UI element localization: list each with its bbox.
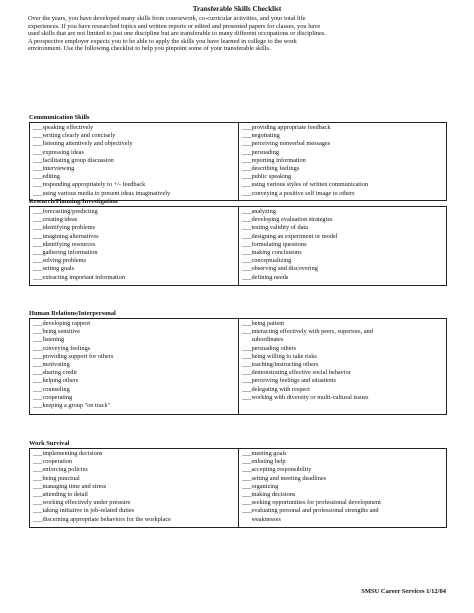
checklist-item[interactable]: ___sharing credit bbox=[33, 369, 77, 377]
section-box-communication bbox=[29, 122, 447, 201]
section-right-column bbox=[238, 207, 446, 285]
checklist-item[interactable]: ___expressing ideas bbox=[33, 148, 84, 156]
checklist-item[interactable]: ___imagining alternatives bbox=[33, 232, 99, 240]
checklist-item[interactable]: ___making conclusions bbox=[242, 249, 302, 257]
checklist-item[interactable]: ___forecasting/predicting bbox=[33, 208, 98, 215]
checklist-item[interactable]: ___evaluating personal and professional strengths and bbox=[242, 507, 379, 515]
checklist-item[interactable]: ___implementing decisions bbox=[33, 450, 103, 457]
checklist-item[interactable]: ___counseling bbox=[33, 385, 70, 393]
section-title-communication: Communication Skills bbox=[29, 114, 90, 121]
checklist-item[interactable]: ___formulating questions bbox=[242, 240, 307, 248]
checklist-item[interactable]: ___making decisions bbox=[242, 491, 296, 499]
checklist-item[interactable]: ___attending to detail bbox=[33, 491, 88, 499]
checklist-item[interactable]: ___using various styles of written communication bbox=[242, 181, 369, 189]
section-right-column bbox=[238, 123, 446, 200]
section-left-column bbox=[30, 449, 238, 527]
checklist-item[interactable]: ___being patient bbox=[242, 320, 285, 327]
section-title-work-survival: Work Survival bbox=[29, 440, 70, 447]
checklist-item[interactable]: ___working effectively under pressure bbox=[33, 499, 131, 507]
checklist-item[interactable]: ___meeting goals bbox=[242, 450, 287, 457]
intro-paragraph bbox=[28, 15, 428, 53]
checklist-item[interactable]: ___managing time and stress bbox=[33, 482, 107, 490]
checklist-item[interactable]: ___cooperating bbox=[33, 393, 73, 401]
checklist-item[interactable]: ___facilitating group discussion bbox=[33, 156, 114, 164]
checklist-item[interactable]: ___organizing bbox=[242, 482, 279, 490]
checklist-item[interactable]: ___designing an experiment or model bbox=[242, 232, 338, 240]
document-title: Transferable Skills Checklist bbox=[192, 5, 282, 13]
checklist-item[interactable]: ___conveying feelings bbox=[33, 344, 91, 352]
checklist-item[interactable]: ___enforcing policies bbox=[33, 466, 88, 474]
checklist-item[interactable]: ___using various media to present ideas imaginatively bbox=[33, 189, 171, 197]
checklist-item[interactable]: ___conveying a positive self image to others bbox=[242, 189, 355, 197]
section-title-research: Research/Planning/Investigation bbox=[29, 198, 118, 205]
checklist-item[interactable]: ___accepting responsibility bbox=[242, 466, 312, 474]
checklist-item[interactable]: ___perceiving nonverbal messages bbox=[242, 140, 331, 148]
checklist-item[interactable]: ___keeping a group "on track" bbox=[33, 402, 111, 410]
checklist-item[interactable]: ___taking initiative in job-related duties bbox=[33, 507, 135, 515]
checklist-item[interactable]: ___demonstrating effective social behavior bbox=[242, 369, 351, 377]
checklist-item[interactable]: ___listening bbox=[33, 336, 65, 344]
checklist-item-continuation: subordinates bbox=[242, 336, 284, 344]
checklist-item[interactable]: ___describing feelings bbox=[242, 165, 300, 173]
checklist-item[interactable]: ___solving problems bbox=[33, 257, 86, 265]
checklist-item[interactable]: ___interacting effectively with peers, superiors, and bbox=[242, 328, 373, 336]
checklist-item[interactable]: ___persuading bbox=[242, 148, 280, 156]
section-left-column bbox=[30, 319, 238, 414]
checklist-item[interactable]: ___identifying resources bbox=[33, 240, 96, 248]
checklist-item[interactable]: ___editing bbox=[33, 173, 60, 181]
section-left-column bbox=[30, 207, 238, 285]
checklist-item[interactable]: ___identifying problems bbox=[33, 224, 96, 232]
section-left-column bbox=[30, 123, 238, 200]
intro-line: Over the years, you have developed many skills from coursework, co-curricular activities, and your total life bbox=[28, 15, 306, 22]
intro-line: environment. Use the following checklist to help you pinpoint some of your transferable skills. bbox=[28, 45, 271, 52]
section-box-work-survival bbox=[29, 448, 447, 528]
checklist-item[interactable]: ___being punctual bbox=[33, 474, 80, 482]
checklist-item[interactable]: ___defining needs bbox=[242, 273, 289, 281]
checklist-item[interactable]: ___persuading others bbox=[242, 344, 297, 352]
checklist-item[interactable]: ___developing evaluation strategies bbox=[242, 216, 333, 224]
checklist-item[interactable]: ___writing clearly and concisely bbox=[33, 132, 116, 140]
checklist-item[interactable]: ___developing rapport bbox=[33, 320, 91, 327]
checklist-item[interactable]: ___discerning appropriate behaviors for the workplace bbox=[33, 515, 171, 523]
intro-line: experiences. If you have researched topics and written reports or edited and presented papers for classes, you have bbox=[28, 22, 321, 30]
checklist-item[interactable]: ___creating ideas bbox=[33, 216, 78, 224]
intro-line: used skills that are not limited to just one discipline but are transferable to many different occupations or disciplines. bbox=[28, 30, 326, 37]
checklist-item[interactable]: ___conceptualizing bbox=[242, 257, 292, 265]
section-box-research bbox=[29, 206, 447, 286]
section-right-column bbox=[238, 319, 446, 414]
checklist-item[interactable]: ___motivating bbox=[33, 361, 70, 369]
checklist-item[interactable]: ___being sensitive bbox=[33, 328, 81, 336]
checklist-item[interactable]: ___negotiating bbox=[242, 132, 280, 140]
checklist-item[interactable]: ___enlisting help bbox=[242, 458, 286, 466]
checklist-item[interactable]: ___perceiving feelings and situations bbox=[242, 377, 336, 385]
checklist-item[interactable]: ___analyzing bbox=[242, 208, 276, 215]
checklist-item[interactable]: ___being willing to take risks bbox=[242, 352, 317, 360]
checklist-item[interactable]: ___delegating with respect bbox=[242, 385, 310, 393]
checklist-item[interactable]: ___gathering information bbox=[33, 249, 98, 257]
checklist-item[interactable]: ___providing appropriate feedback bbox=[242, 124, 331, 131]
footer-credit: SMSU Career Services 1/12/04 bbox=[361, 588, 446, 595]
checklist-item[interactable]: ___cooperation bbox=[33, 458, 73, 466]
checklist-item[interactable]: ___setting and meeting deadlines bbox=[242, 474, 327, 482]
checklist-item[interactable]: ___observing and discovering bbox=[242, 265, 318, 273]
checklist-item[interactable]: ___working with diversity or multi-cultural issues bbox=[242, 393, 369, 401]
intro-line: A prospective employer expects you to be able to apply the skills you have learned in college to the work bbox=[28, 37, 297, 45]
checklist-item[interactable]: ___reporting information bbox=[242, 156, 306, 164]
checklist-item[interactable]: ___providing support for others bbox=[33, 352, 114, 360]
section-box-human-relations bbox=[29, 318, 447, 415]
checklist-item-continuation: weaknesses bbox=[242, 515, 281, 523]
checklist-item[interactable]: ___setting goals bbox=[33, 265, 75, 273]
section-title-human-relations: Human Relations/Interpersonal bbox=[29, 310, 116, 317]
checklist-item[interactable]: ___responding appropriately to +/- feedback bbox=[33, 181, 146, 189]
checklist-item[interactable]: ___speaking effectively bbox=[33, 124, 94, 131]
checklist-item[interactable]: ___interviewing bbox=[33, 165, 75, 173]
checklist-item[interactable]: ___extracting important information bbox=[33, 273, 125, 281]
section-right-column bbox=[238, 449, 446, 527]
checklist-item[interactable]: ___public speaking bbox=[242, 173, 292, 181]
checklist-item[interactable]: ___listening attentively and objectively bbox=[33, 140, 133, 148]
checklist-item[interactable]: ___helping others bbox=[33, 377, 79, 385]
checklist-item[interactable]: ___seeking opportunities for professional development bbox=[242, 499, 381, 507]
checklist-item[interactable]: ___teaching/instructing others bbox=[242, 361, 319, 369]
checklist-item[interactable]: ___testing validity of data bbox=[242, 224, 308, 232]
